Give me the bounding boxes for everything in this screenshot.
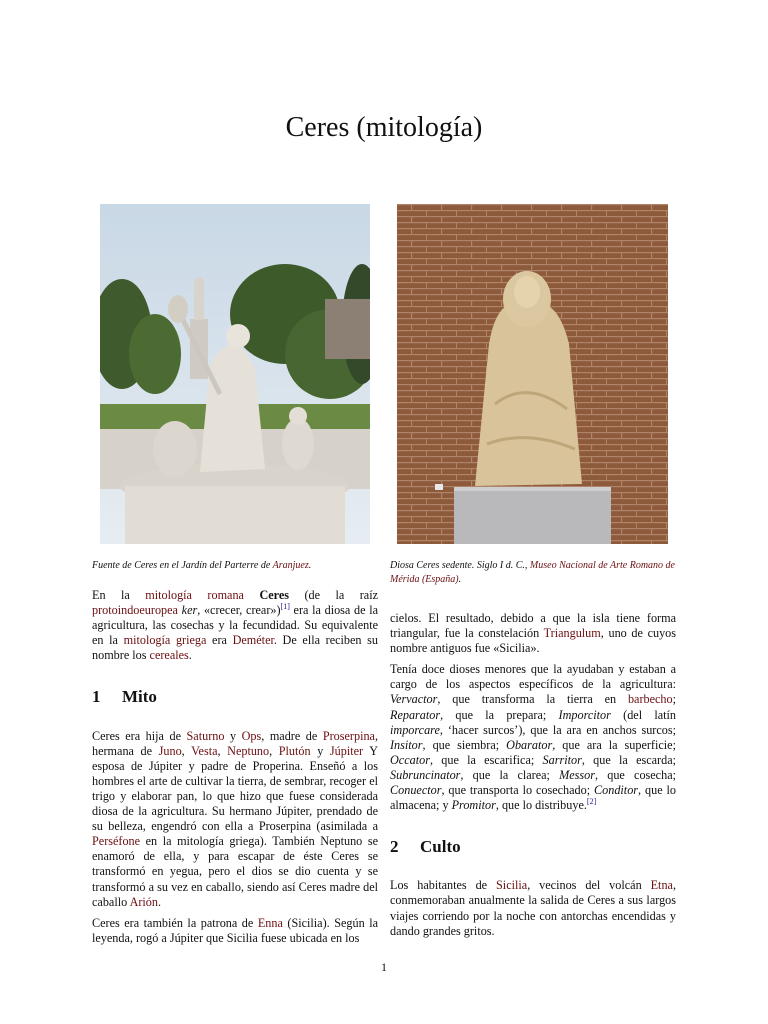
text-run: , que la prepara; bbox=[440, 707, 559, 722]
section-number: 2 bbox=[390, 837, 399, 857]
paragraph bbox=[92, 729, 378, 910]
text-run: , conmemoraban anualmente la salida de Ceres a sus largos viajes corriendo por la noche con antorchas encendidas y dando grandes gritos. bbox=[390, 878, 676, 938]
text-run: , vecinos del volcán bbox=[527, 878, 651, 893]
page-title: Ceres (mitología) bbox=[285, 112, 483, 143]
right-column bbox=[390, 611, 676, 945]
text-run: (Sicilia). Según la leyenda, rogó a Júpiter que Sicilia fuese ubicada en los bbox=[92, 915, 378, 945]
wiki-link[interactable]: Arión bbox=[129, 894, 158, 909]
text-run: , que ara la superficie; bbox=[552, 737, 676, 752]
italic-text: Subruncinator bbox=[390, 767, 461, 782]
wiki-link[interactable]: mitología romana bbox=[145, 588, 244, 602]
section-title: Culto bbox=[420, 837, 461, 857]
text-run: Diosa Ceres sedente. Siglo I d. C., bbox=[390, 560, 530, 571]
text-run: , hermana de bbox=[92, 728, 379, 758]
text-run: , que la escarifica; bbox=[429, 752, 543, 767]
text-run: . bbox=[188, 648, 192, 663]
wiki-link[interactable]: Saturno bbox=[186, 728, 225, 743]
italic-text: Conuector bbox=[390, 783, 442, 798]
text-run: Fuente de Ceres en el Jardín del Parterre de bbox=[92, 560, 273, 571]
text-run: era la diosa de la agricultura, las cosechas y la fecundidad. Su equivalente en la bbox=[92, 603, 378, 648]
text-run: , bbox=[217, 743, 228, 758]
text-run: , uno de cuyos nombre antiguos fue «Sicilia». bbox=[390, 626, 677, 656]
wiki-link[interactable]: Proserpina bbox=[322, 728, 375, 743]
italic-text: Conditor bbox=[594, 783, 639, 798]
wiki-link[interactable]: Júpiter bbox=[329, 743, 364, 758]
text-run: , bbox=[181, 743, 192, 758]
text-run: y bbox=[310, 743, 330, 758]
wiki-link[interactable]: Triangulum bbox=[543, 626, 601, 641]
text-run: , que transforma la tierra en bbox=[437, 692, 628, 707]
italic-text: Messor bbox=[559, 767, 595, 782]
text-run: en la mitología griega). También Neptuno se enamoró de ella, y para escapar de éste Ceres se transformó en yegua, pero el dios se dio cuenta y se transformó a su vez en caballo, siendo así Ceres madre del caballo bbox=[92, 834, 378, 909]
paragraph bbox=[390, 611, 676, 656]
text-run: , madre de bbox=[261, 728, 323, 743]
text-run: , bbox=[269, 743, 279, 758]
ceres-seated-statue-photo[interactable] bbox=[397, 204, 668, 544]
italic-text: Imporcitor bbox=[558, 707, 611, 722]
wiki-link[interactable]: Sicilia bbox=[496, 878, 528, 893]
wiki-link[interactable]: Plutón bbox=[278, 743, 311, 758]
text-run: . De ella reciben su nombre los bbox=[92, 633, 378, 663]
wiki-link[interactable]: Aranjuez bbox=[272, 560, 309, 571]
wiki-link[interactable]: cereales bbox=[149, 648, 189, 663]
wiki-link[interactable]: mitología griega bbox=[123, 633, 207, 648]
page-number: 1 bbox=[381, 960, 387, 974]
paragraph bbox=[92, 916, 378, 946]
text-run: , que cosecha; bbox=[595, 767, 676, 782]
wiki-link[interactable]: barbecho bbox=[627, 692, 673, 707]
italic-text: imporcare bbox=[390, 722, 440, 737]
citation-ref[interactable]: [2] bbox=[586, 797, 597, 807]
wiki-link[interactable]: Museo Nacional de Arte Romano de Mérida (España) bbox=[390, 560, 675, 585]
text-run: , que la clarea; bbox=[460, 767, 560, 782]
italic-text: Insitor bbox=[390, 737, 423, 752]
text-run: (del latín bbox=[610, 707, 677, 722]
italic-text: Vervactor bbox=[390, 692, 438, 707]
wiki-link[interactable]: Juno bbox=[158, 743, 182, 758]
section-title: Mito bbox=[122, 687, 157, 707]
text-run: Los habitantes de bbox=[390, 878, 497, 893]
wiki-link[interactable]: Deméter bbox=[232, 633, 274, 648]
italic-text: Reparator bbox=[390, 707, 441, 722]
text-run: , que la escarda; bbox=[581, 752, 676, 767]
wiki-link[interactable]: Enna bbox=[257, 915, 283, 930]
text-run: Tenía doce dioses menores que la ayudaban y estaban a cargo de los aspectos específicos de la agricultura: bbox=[390, 662, 676, 692]
wiki-link[interactable]: Ops bbox=[241, 728, 262, 743]
text-run: , «crecer, crear») bbox=[197, 603, 281, 618]
wiki-link[interactable]: protoindoeuropea bbox=[92, 603, 178, 618]
section-heading bbox=[92, 687, 378, 707]
text-run bbox=[244, 588, 259, 602]
italic-text: Promitor bbox=[451, 798, 496, 813]
italic-text: Sarritor bbox=[542, 752, 582, 767]
citation-ref[interactable]: [1] bbox=[280, 602, 290, 612]
text-run: , que lo distribuye. bbox=[495, 798, 587, 813]
text-run: , que siembra; bbox=[422, 737, 507, 752]
bold-text: Ceres bbox=[259, 588, 289, 602]
italic-text: Occator bbox=[390, 752, 430, 767]
text-run: , que transporta lo cosechado; bbox=[441, 783, 595, 798]
text-run: cielos. El resultado, debido a que la isla tiene forma triangular, fue la constelación bbox=[390, 611, 676, 641]
text-run: ; bbox=[672, 692, 676, 707]
text-run: era bbox=[206, 633, 233, 648]
wiki-link[interactable]: Neptuno bbox=[227, 743, 270, 758]
paragraph bbox=[390, 878, 676, 938]
text-run: . bbox=[458, 574, 462, 585]
text-run: . bbox=[158, 894, 162, 909]
text-run: , que lo almacena; y bbox=[390, 783, 676, 813]
text-run: , ‘hacer surcos’), que la ara en anchos surcos; bbox=[439, 722, 676, 737]
wiki-link[interactable]: Etna bbox=[650, 878, 673, 893]
paragraph bbox=[92, 588, 378, 663]
figure-caption-seated-statue bbox=[390, 559, 678, 587]
text-run: Ceres era también la patrona de bbox=[92, 915, 258, 930]
section-heading bbox=[390, 837, 676, 857]
text-run: Y esposa de Júpiter y padre de Properina. Enseñó a los hombres el arte de cultivar la tierra, de sembrar, recoger el trigo y elaborar pan, lo que hizo que fuese considerada diosa de la agricultura. Su hermano Júpiter, prendado de su belleza, engendró con ella a Proserpina (asimilada a bbox=[92, 743, 379, 834]
italic-text: Obarator bbox=[506, 737, 553, 752]
text-run: y bbox=[224, 728, 242, 743]
italic-text: ker bbox=[181, 603, 198, 618]
text-run: (de la raíz bbox=[289, 588, 378, 602]
text-run: En la bbox=[92, 588, 146, 602]
wiki-link[interactable]: Vesta bbox=[191, 743, 218, 758]
text-run: . bbox=[308, 560, 312, 571]
wiki-link[interactable]: Perséfone bbox=[92, 834, 141, 849]
figure-caption-fountain bbox=[92, 559, 377, 573]
paragraph bbox=[390, 662, 676, 813]
text-run: Ceres era hija de bbox=[92, 728, 187, 743]
ceres-fountain-photo[interactable] bbox=[100, 204, 370, 544]
left-column bbox=[92, 588, 378, 952]
section-number: 1 bbox=[92, 687, 101, 707]
